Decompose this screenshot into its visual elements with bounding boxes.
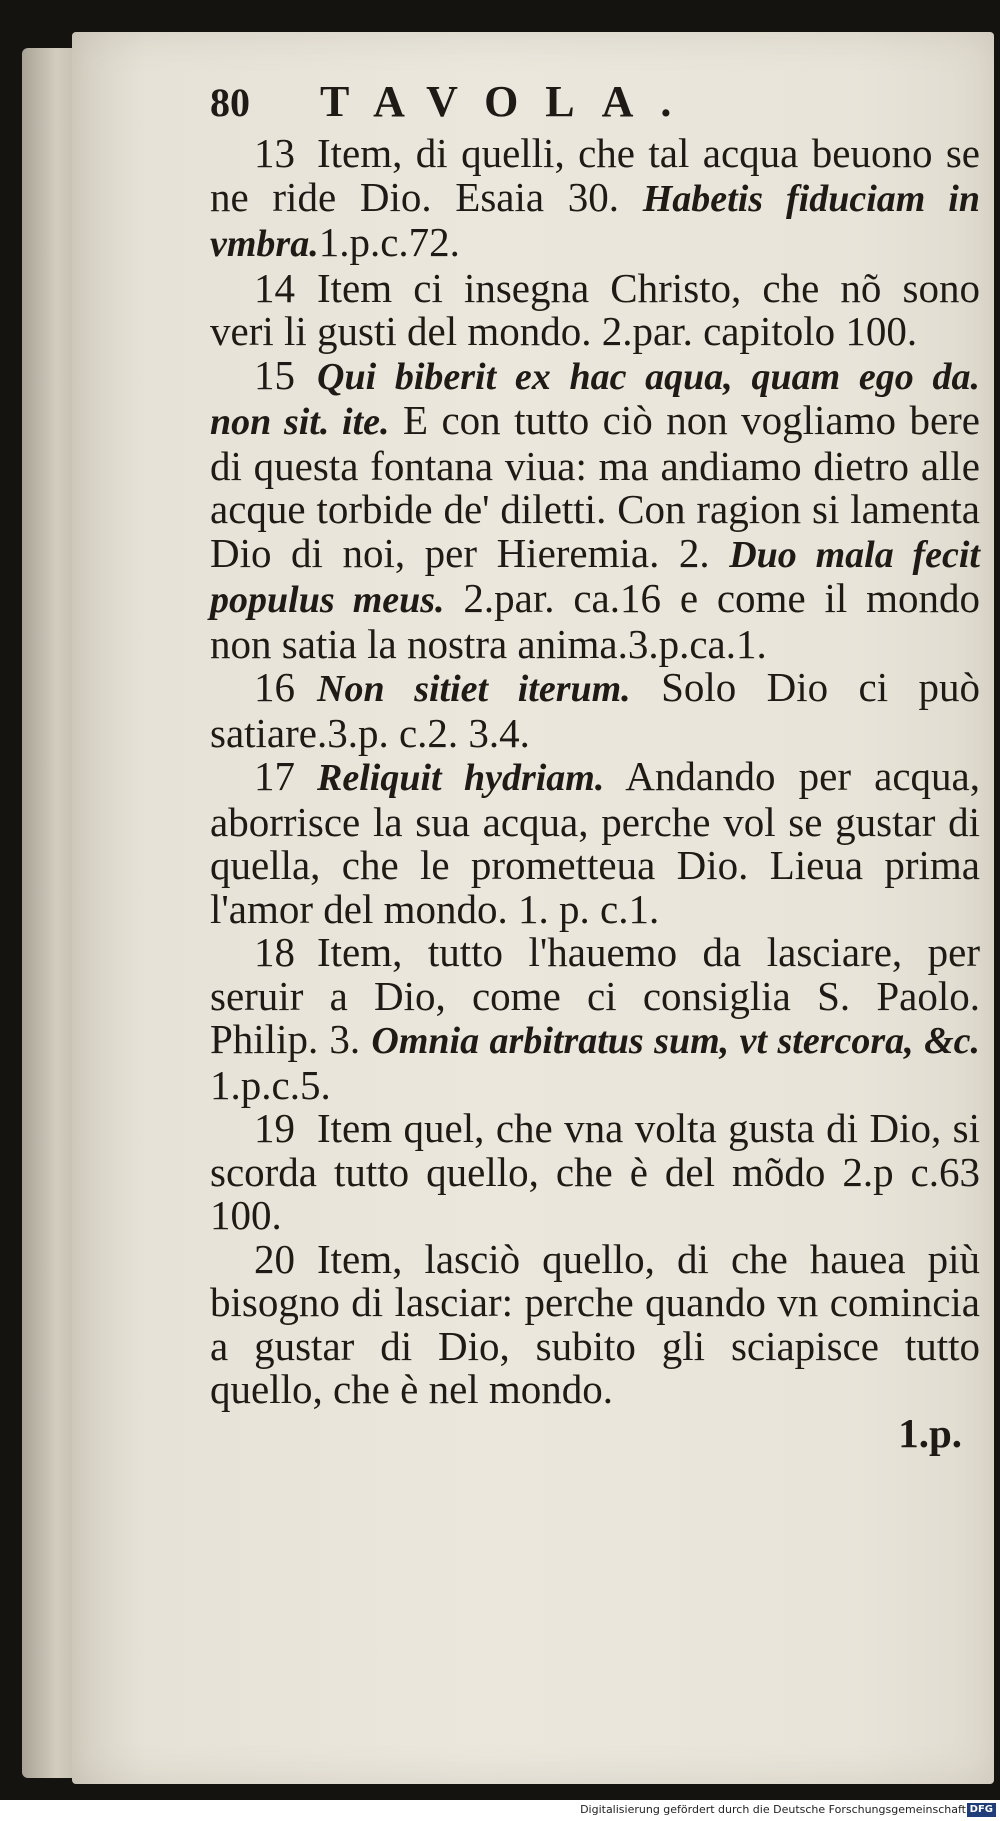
page-header xyxy=(210,77,980,132)
entry-number: 20 xyxy=(254,1235,295,1282)
index-entries xyxy=(210,132,980,1412)
entry-text: Solo Dio ci può satiare.3.p. c.2. 3.4. xyxy=(210,664,980,756)
dfg-logo: DFG xyxy=(967,1803,996,1817)
entry-text: Item, di quelli, che tal acqua beuono se ne ride Dio. Esaia 30. xyxy=(210,130,980,220)
entry-text: E con tutto ciò non vogliamo bere di questa fontana viua: ma andiamo dietro alle acque torbide de' diletti. Con ragion si lamenta Dio di noi, per Hieremia. 2. xyxy=(210,397,980,576)
entry-text: Andando per acqua, aborrisce la sua acqua, perche vol se gustar di quella, che le prometteua Dio. Lieua prima l'amor del mondo. 1. p. c.1. xyxy=(210,753,980,932)
running-title: TAVOLA. xyxy=(320,77,699,126)
entry-text: 1.p.c.5. xyxy=(210,1061,331,1108)
entry-text: Item quel, che vna volta gusta di Dio, si scorda tutto quello, che è del mõdo 2.p c.63 100. xyxy=(210,1105,980,1238)
entry-text: Item ci insegna Christo, che nõ sono veri li gusti del mondo. 2.par. capitolo 100. xyxy=(210,264,980,354)
entry-text: 1.p.c.72. xyxy=(318,219,460,265)
entry-number: 13 xyxy=(254,130,295,176)
latin-quotation: Habetis fiduciam in vmbra. xyxy=(210,177,980,265)
index-entry xyxy=(210,666,980,755)
funding-credit: Digitalisierung gefördert durch die Deutsche Forschungsgemeinschaft xyxy=(580,1803,966,1816)
latin-quotation: Duo mala fecit populus meus. xyxy=(210,533,980,621)
latin-quotation: Qui biberit ex hac aqua, quam ego da. non sit. ite. xyxy=(210,355,980,443)
index-entry xyxy=(210,755,980,931)
index-entry xyxy=(210,351,980,667)
index-entry xyxy=(210,1235,980,1412)
entry-number: 18 xyxy=(254,929,295,975)
digitization-footer xyxy=(0,1800,1000,1821)
catchword: 1.p. xyxy=(898,1409,962,1456)
entry-number: 14 xyxy=(254,264,295,311)
index-entry xyxy=(210,264,980,354)
page-number: 80 xyxy=(210,80,250,125)
entry-number: 19 xyxy=(254,1105,295,1151)
entry-text: Item, tutto l'hauemo da lasciare, per seruir a Dio, come ci consiglia S. Paolo. Philip. 3. xyxy=(210,929,980,1062)
entry-number: 16 xyxy=(254,664,295,710)
entry-number: 17 xyxy=(254,753,295,799)
index-entry xyxy=(210,931,980,1107)
latin-quotation: Omnia arbitratus sum, vt stercora, &c. xyxy=(371,1020,980,1062)
entry-number: 15 xyxy=(254,351,295,398)
latin-quotation: Reliquit hydriam. xyxy=(317,757,605,799)
index-entry xyxy=(210,132,980,267)
latin-quotation: Non sitiet iterum. xyxy=(317,668,631,710)
text-block xyxy=(210,77,980,1456)
entry-text: Item, lasciò quello, di che hauea più bisogno di lasciar: perche quando vn comincia a gustar di Dio, subito gli sciapisce tutto quello, che è nel mondo. xyxy=(210,1235,980,1412)
index-entry xyxy=(210,1107,980,1238)
entry-text: 2.par. ca.16 e come il mondo non satia la nostra anima.3.p.ca.1. xyxy=(210,575,980,667)
